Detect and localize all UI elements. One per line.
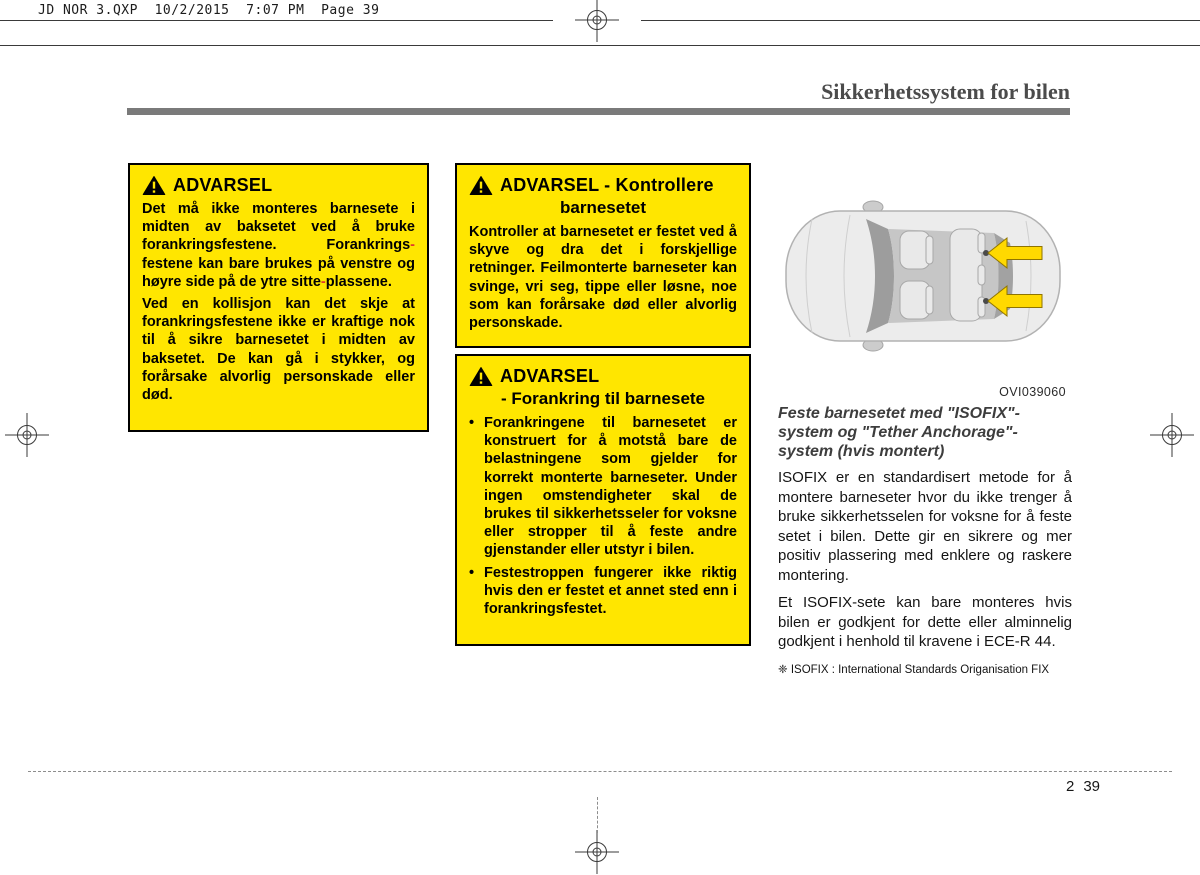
warning-header	[142, 175, 415, 196]
red-hyphen: -	[410, 237, 415, 254]
warning-bullet-item	[469, 414, 737, 560]
title-underline-bar	[127, 108, 1070, 115]
isofix-heading: Feste barnesetet med "ISOFIX"-system og "Tether Anchorage"-system (hvis montert)	[778, 405, 1020, 460]
figure-caption: OVI039060	[999, 385, 1066, 399]
warning-paragraph	[142, 200, 415, 291]
warning-box-check-childseat	[455, 163, 751, 348]
paragraph-segment: festene kan bare brukes på venstre og høyre side på de ytre sitte	[142, 255, 415, 290]
trim-line-top-left	[0, 20, 553, 21]
isofix-paragraph-2: Et ISOFIX-sete kan bare monteres hvis bilen er godkjent for dette eller alminnelig godkjent i henhold til kravene i ECE-R 44.	[778, 594, 1072, 650]
registration-mark-top	[575, 0, 619, 42]
warning-title: ADVARSEL	[173, 175, 273, 195]
bullet-text: Forankringene til barnesetet er konstruert for å motstå bare de belastningene som gjelder for korrekt monterte barneseter. Under ingen omstendigheter skal de brukes til sikkerhetsseler for voksne eller stropper til å feste andre gjenstander eller utstyr i bilen.	[484, 415, 737, 559]
warning-paragraph: Kontroller at barnesetet er festet ved å skyve og dra det i forskjellige retninger. Feilmonterte barneseter kan svinge, vri seg, tippe eller løsne, noe som kan forårsake død eller alvorlig personskade.	[469, 224, 737, 332]
warning-bullet-list	[469, 414, 737, 618]
warning-header	[469, 366, 737, 387]
footer-center-dash	[597, 797, 598, 833]
red-hyphen: -	[320, 273, 326, 290]
isofix-section	[778, 404, 1072, 676]
warning-title: ADVARSEL	[500, 366, 600, 386]
warning-triangle-icon	[469, 366, 493, 387]
bullet-marker: •	[469, 415, 475, 431]
paragraph-segment: plassene.	[325, 273, 392, 290]
warning-triangle-icon	[142, 175, 166, 196]
warning-header	[469, 175, 737, 196]
footer-dashed-line	[28, 771, 1172, 772]
warning-triangle-icon	[469, 175, 493, 196]
bullet-text: Festestroppen fungerer ikke riktig hvis den er festet et annet sted enn i forankringsfestet.	[484, 564, 737, 618]
isofix-footnote: ❈ ISOFIX : International Standards Origanisation FIX	[778, 663, 1050, 676]
page-number	[1000, 778, 1100, 795]
trim-line-top-right	[641, 20, 1200, 21]
page-number-page: 39	[1083, 778, 1100, 795]
car-top-view-illustration	[776, 167, 1072, 385]
warning-bullet-item	[469, 564, 737, 619]
isofix-paragraph-1: ISOFIX er en standardisert metode for å montere barneseter hvor du ikke trenger å bruke sikkerhetsselen for voksne for å feste setet i bilen. Dette gir en sikrere og mer positiv plassering med enklere og raskere montering.	[778, 469, 1072, 584]
registration-mark-right	[1150, 413, 1194, 457]
trim-line-top-second	[0, 45, 1200, 46]
warning-box-anchor-midseat	[128, 163, 429, 432]
print-job-header: JD NOR 3.QXP 10/2/2015 7:07 PM Page 39	[38, 3, 380, 18]
paragraph-segment: Det må ikke monteres barnesete i midten av baksetet ved å bruke forankringsfestene. Forankrings	[142, 201, 415, 254]
warning-box-childseat-anchorage	[455, 354, 751, 646]
warning-title-line2: - Forankring til barnesete	[500, 389, 706, 408]
registration-mark-left	[5, 413, 49, 457]
car-isofix-figure	[776, 163, 1074, 401]
registration-mark-bottom	[575, 830, 619, 874]
warning-title: ADVARSEL - Kontrollere	[500, 175, 714, 195]
bullet-marker: •	[469, 564, 475, 581]
page-number-section: 2	[1065, 778, 1075, 795]
warning-paragraph: Ved en kollisjon kan det skje at forankringsfestene ikke er kraftige nok til å sikre barnesetet i midten av baksetet. De kan gå i stykker, og forårsake alvorlig personskade eller død.	[142, 296, 415, 404]
rear-bench-seat	[950, 229, 985, 321]
page-title: Sikkerhetssystem for bilen	[821, 79, 1070, 104]
warning-title-line2: barnesetet	[560, 198, 646, 217]
